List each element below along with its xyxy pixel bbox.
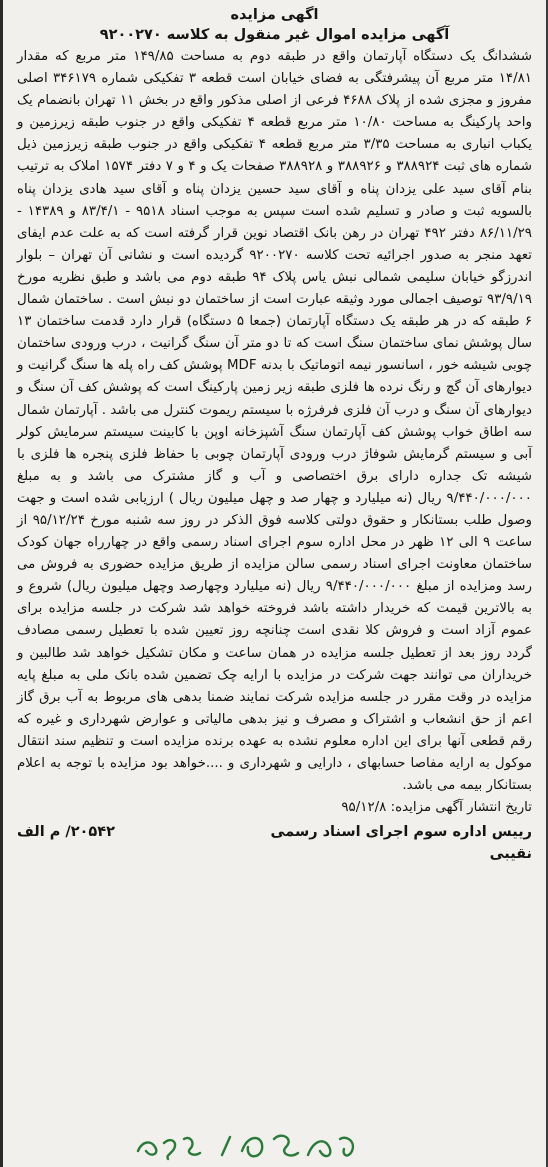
signatory-name: نقیبی [489, 846, 532, 863]
notice-heading: اگهی مزایده [230, 7, 319, 23]
publication-date: تاریخ انتشار آگهی مزایده: ۹۵/۱۲/۸ [341, 800, 532, 816]
notice-subheading: آگهی مزایده اموال غیر منقول به کلاسه ۹۲۰۰۲۷۰ [99, 27, 450, 43]
notice-body: ششدانگ یک دستگاه آپارتمان واقع در طبقه دوم به مساحت ۱۴۹/۸۵ متر مربع که مقدار ۱۴/۸۱ متر مربع آن پیشرفتگی به فضای خیابان است قطعه ۳ تفکیکی شماره ۳۴۶۱۷۹ اصلی مفروز و مجزی شده از پلاک ۴۶۸۸ فرعی از اصلی مذکور واقع در بخش ۱۱ تهران بانضمام یک واحد پارکینگ به مساحت ۱۰/۸۰ متر مربع قطعه ۴ تفکیکی واقع در جنوب طبقه زیرزمین و یکباب انباری به مساحت ۳/۳۵ متر مربع قطعه ۴ تفکیکی واقع در جنوب طبقه زیرزمین ذیل شماره های ثبت ۳۸۸۹۲۴ و ۳۸۸۹۲۶ و ۳۸۸۹۲۸ صفحات یک و ۴ و ۷ دفتر ۱۵۷۴ املاک به ترتیب بنام آقای سید علی یزدان پناه و آقای سید حسین یزدان پناه و آقای سید هادی یزدان پناه بالسویه ثبت و صادر و تسلیم شده است سپس به موجب اسناد ۹۵۱۸ - ۸۳/۴/۱ و ۱۴۳۸۹ - ۸۶/۱۱/۲۹ دفتر ۴۹۲ تهران در رهن بانک اقتصاد نوین قرار گرفته است که به علت عدم ایفای تعهد منجر به صدور اجرائیه تحت کلاسه ۹۲۰۰۲۷۰ گردیده است و نشانی آن تهران – بلوار اندرزگو خیابان سلیمی شمالی نبش یاس پلاک ۹۴ طبقه دوم می باشد و طبق نظریه مورخ ۹۳/۹/۱۹ توصیف اجمالی مورد وثیقه عبارت است از ساختمان دو نبش است . ساختمان شمال ۶ طبقه که در هر طبقه یک دستگاه آپارتمان (جمعا ۵ دستگاه) قرار دارد قدمت ساختمان ۱۳ سال پوشش نمای ساختمان سنگ است که تا دو متر آن سنگ گرانیت ، درب ورودی ساختمان چوبی شیشه خور ، اسانسور نیمه اتوماتیک با بدنه MDF پوشش کف راه پله ها سنگ گرانیت و دیوارهای آن گچ و رنگ نرده ها فلزی طبقه زیر زمین پارکینگ است که پوشش کف آن سنگ و دیوارهای آن سنگ و درب آن فلزی فرفرژه با سیستم ریموت کنترل می باشد . آپارتمان شمال سه اطاق خواب پوشش کف آپارتمان سنگ آشپزخانه اوپن با کابینت سیستم سرمایش کولر آبی و سیستم گرمایش شوفاژ درب ورودی آپارتمان چوبی با حفاظ فلزی پنجره ها فلزی با شیشه تک جداره دارای برق اختصاصی و آب و گاز مشترک می باشد و به مبلغ ۹/۴۴۰/۰۰۰/۰۰۰ ریال (نه میلیارد و چهار صد و چهل میلیون ریال ) ارزیابی شده است و جهت وصول طلب بستانکار و حقوق دولتی کلاسه فوق الذکر در روز سه شنبه مورخ ۹۵/۱۲/۲۴ از ساعت ۹ الی ۱۲ ظهر در محل اداره سوم اجرای اسناد رسمی واقع در چهارراه جهان کودک ساختمان معاونت اجرای اسناد رسمی سالن مزایده از طریق مزایده حضوری به فروش می رسد ومزایده از مبلغ ۹/۴۴۰/۰۰۰/۰۰۰ ریال (نه میلیارد وچهارصد وچهل میلیون ریال) شروع و به بالاترین قیمت که خریدار داشته باشد فروخته خواهد شد شرکت در جلسه مزایده برای عموم آزاد است و فروش کلا نقدی است چنانچه روز تعیین شده با تعطیل رسمی مصادف گردد روز بعد از تعطیل جلسه مزایده در همان ساعت و مکان تشکیل خواهد شد طالبین و خریداران می توانند جهت شرکت در مزایده با ارایه چک تضمین شده بانک ملی به مبلغ پایه مزایده در وقت مقرر در جلسه مزایده شرکت نمایند ضمنا بدهی های مربوط به آب برق گاز اعم از حق انشعاب و اشتراک و مصرف و نیز بدهی مالیاتی و عوارض شهرداری و غیره که رقم قطعی آنها برای این اداره معلوم نشده به عهده برنده مزایده است و تنظیم سند انتقال موکول به ارایه مفاصا حسابهای ، دارایی و شهرداری و ....خواهد بود مزایده با توجه به اعلام بستانکار بیمه می باشد. [17, 49, 533, 794]
handwritten-number-mark [130, 1125, 370, 1165]
reference-number: ۲۰۵۴۲/ م الف [17, 824, 115, 841]
signature-row [17, 821, 532, 843]
signatory-title: رییس اداره سوم اجرای اسناد رسمی [270, 824, 532, 841]
